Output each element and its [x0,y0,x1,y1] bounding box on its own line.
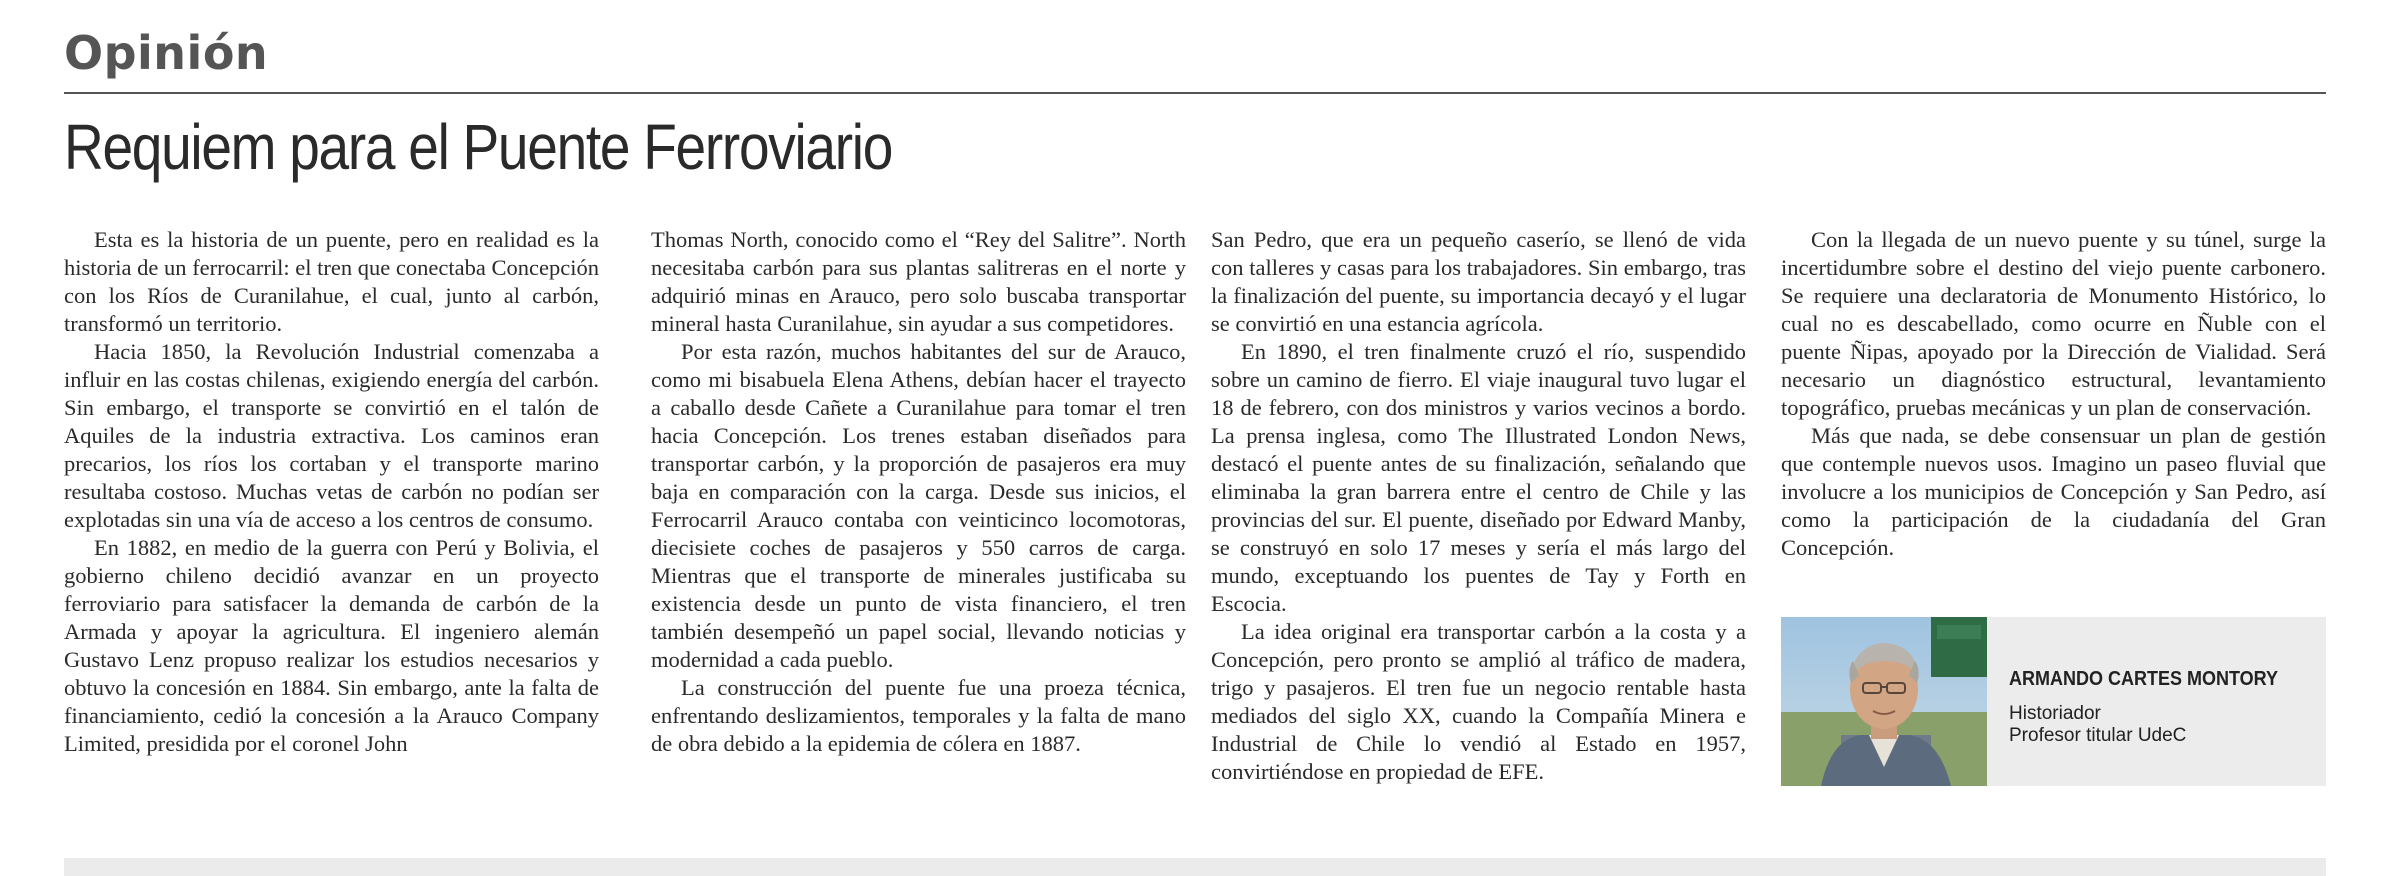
paragraph: Más que nada, se debe consensuar un plan de gestión que contemple nuevos usos. Imagino un paseo fluvial que involucre a los municipios de Concepción y San Pedro, así como la participación de la ciudadanía del Gran Concepción. [1781,423,2326,560]
article-column-1 [64,226,599,758]
section-label: Opinión [64,26,269,80]
author-name: ARMANDO CARTES MONTORY [2009,668,2279,690]
paragraph: Hacia 1850, la Revolución Industrial comenzaba a influir en las costas chilenas, exigiendo energía del carbón. Sin embargo, el transporte se convirtió en el talón de Aquiles de la industria extractiva. Los caminos eran precarios, los ríos los cortaban y el transporte marino resultaba costoso. Muchas vetas de carbón no podían ser explotadas sin una vía de acceso a los centros de consumo. [64,339,599,532]
article-column-3 [1211,226,1746,786]
headline: Requiem para el Puente Ferroviario [64,111,893,183]
article-column-2 [651,226,1186,758]
paragraph: En 1882, en medio de la guerra con Perú y Bolivia, el gobierno chileno decidió avanzar en un proyecto ferroviario para satisfacer la demanda de carbón de la Armada y apoyar la agricultura. El ingeniero alemán Gustavo Lenz propuso realizar los estudios necesarios y obtuvo la concesión en 1884. Sin embargo, ante la falta de financiamiento, cedió la concesión a la Arauco Company Limited, presidida por el coronel John [64,535,599,756]
author-photo [1781,617,1987,786]
author-affiliation: Profesor titular UdeC [2009,725,2187,746]
paragraph: La idea original era transportar carbón a la costa y a Concepción, pero pronto se amplió al tráfico de madera, trigo y pasajeros. El tren fue un negocio rentable hasta mediados del siglo XX, cuando la Compañía Minera e Industrial de Chile lo vendió al Estado en 1957, convirtiéndose en propiedad de EFE. [1211,619,1746,784]
page-footer-bar [64,858,2326,876]
paragraph: Esta es la historia de un puente, pero en realidad es la historia de un ferrocarril: el tren que conectaba Concepción con los Ríos de Curanilahue, el cual, junto al carbón, transformó un territorio. [64,227,599,336]
paragraph: Por esta razón, muchos habitantes del sur de Arauco, como mi bisabuela Elena Athens, debían hacer el trayecto a caballo desde Cañete a Curanilahue para tomar el tren hacia Concepción. Los trenes estaban diseñados para transportar carbón, y la proporción de pasajeros era muy baja en comparación con la carga. Desde sus inicios, el Ferrocarril Arauco contaba con veinticinco locomotoras, diecisiete coches de pasajeros y 550 carros de carga. Mientras que el transporte de minerales justificaba su existencia desde un punto de vista financiero, el tren también desempeñó un papel social, llevando noticias y modernidad a cada pueblo. [651,339,1186,672]
paragraph: La construcción del puente fue una proeza técnica, enfrentando deslizamientos, temporales y la falta de mano de obra debido a la epidemia de cólera en 1887. [651,675,1186,756]
author-title: Historiador [2009,703,2101,724]
paragraph: En 1890, el tren finalmente cruzó el río, suspendido sobre un camino de fierro. El viaje inaugural tuvo lugar el 18 de febrero, con dos ministros y varios vecinos a bordo. La prensa inglesa, como The Illustrated London News, destacó el puente antes de su finalización, señalando que eliminaba la gran barrera entre el centro de Chile y las provincias del sur. El puente, diseñado por Edward Manby, se construyó en solo 17 meses y sería el más largo del mundo, exceptuando los puentes de Tay y Forth en Escocia. [1211,339,1746,616]
article-column-4 [1781,226,2326,562]
author-photo-image [1781,617,1987,786]
author-role [2009,703,2186,747]
section-divider [64,92,2326,94]
author-box [1781,617,2326,786]
paragraph: San Pedro, que era un pequeño caserío, se llenó de vida con talleres y casas para los trabajadores. Sin embargo, tras la finalización del puente, su importancia decayó y el lugar se convirtió en una estancia agrícola. [1211,227,1746,336]
paragraph: Con la llegada de un nuevo puente y su túnel, surge la incertidumbre sobre el destino del viejo puente carbonero. Se requiere una declaratoria de Monumento Histórico, lo cual no es descabellado, como ocurre en Ñuble con el puente Ñipas, apoyado por la Dirección de Vialidad. Será necesario un diagnóstico estructural, levantamiento topográfico, pruebas mecánicas y un plan de conservación. [1781,227,2326,420]
paragraph: Thomas North, conocido como el “Rey del Salitre”. North necesitaba carbón para sus plantas salitreras en el norte y adquirió minas en Arauco, pero solo buscaba transportar mineral hasta Curanilahue, sin ayudar a sus competidores. [651,227,1186,336]
